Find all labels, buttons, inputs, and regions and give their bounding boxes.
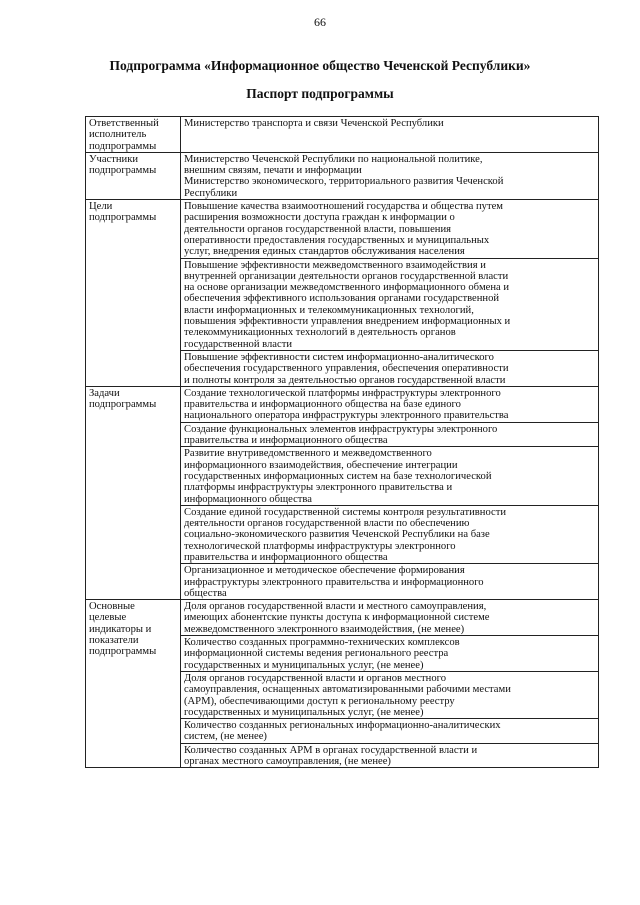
row-value-line: инфраструктуры электронного правительства и информационного <box>184 576 484 588</box>
row-value-line: Министерство экономического, территориального развития Чеченской <box>184 176 504 188</box>
row-value-line: власти информационных и телекоммуникационных технологий, <box>184 304 474 316</box>
row-label-line: целевые <box>89 612 127 624</box>
row-value-line: деятельности органов государственной власти по обеспечению <box>184 518 470 530</box>
row-value-cell <box>181 743 599 768</box>
row-label-line: Основные <box>89 601 135 613</box>
row-value-line: услуг, внедрения единых стандартов обслуживания населения <box>184 246 465 258</box>
row-label-line: исполнитель <box>89 129 147 141</box>
row-value-cell <box>181 117 599 153</box>
row-label-line: Ответственный <box>89 118 159 129</box>
row-value-cell <box>181 152 599 199</box>
row-value-cell <box>181 258 599 350</box>
row-label-line: подпрограммы <box>89 399 157 411</box>
row-value-cell <box>181 564 599 600</box>
row-value-line: информационного общества <box>184 493 312 505</box>
row-value-line: внешним связям, печати и информации <box>184 165 362 177</box>
row-value-line: Республики <box>184 187 238 199</box>
row-label-cell <box>86 600 181 768</box>
row-value-line: Министерство Чеченской Республики по национальной политике, <box>184 153 483 165</box>
row-label-line: показатели <box>89 635 139 647</box>
row-value-line: деятельности органов государственной власти, повышения <box>184 223 452 235</box>
row-value-line: телекоммуникационных технологий в деятельность органов <box>184 327 456 339</box>
row-value-line: государственных и муниципальных услуг, (не менее) <box>184 659 424 671</box>
row-value-line: Создание единой государственной системы контроля результативности <box>184 506 507 518</box>
row-label-line: подпрограммы <box>89 212 157 224</box>
row-value-line: обеспечения государственного управления, обеспечения оперативности <box>184 363 509 375</box>
row-value-line: государственных и муниципальных услуг, (не менее) <box>184 706 424 718</box>
row-value-line: обеспечения эффективного использования органами государственной <box>184 293 500 305</box>
table-row <box>86 117 599 153</box>
row-label-cell <box>86 200 181 387</box>
page-title: Подпрограмма «Информационное общество Чеченской Республики» <box>109 58 531 73</box>
row-value-line: оперативности предоставления государственных и муниципальных <box>184 234 490 246</box>
row-label-line: Задачи <box>89 387 120 399</box>
row-value-line: на основе организации межведомственного информационного обмена и <box>184 282 510 294</box>
row-value-line: повышения эффективности управления внедрением информационных и <box>184 316 511 328</box>
row-value-line: правительства и информационного общества <box>184 435 388 447</box>
row-value-line: Количество созданных региональных информационно-аналитических <box>184 720 501 732</box>
row-value-cell <box>181 719 599 744</box>
row-value-cell <box>181 422 599 447</box>
row-label-line: Участники <box>89 153 139 165</box>
table-row <box>86 386 599 422</box>
row-value-cell <box>181 505 599 563</box>
row-value-line: государственной власти <box>184 338 293 350</box>
row-value-cell <box>181 386 599 422</box>
row-value-line: и полноты контроля за деятельностью органов государственной власти <box>184 374 506 386</box>
row-value-line: Количество созданных АРМ в органах государственной власти и <box>184 744 478 756</box>
row-label-line: Цели <box>89 201 113 213</box>
page-subtitle: Паспорт подпрограммы <box>246 86 394 101</box>
row-value-line: платформы инфраструктуры электронного правительства и <box>184 482 453 494</box>
row-value-line: государственных информационных систем на базе технологической <box>184 470 492 482</box>
row-value-line: информационного взаимодействия, обеспечение интеграции <box>184 459 458 471</box>
row-value-line: систем, (не менее) <box>184 731 267 743</box>
row-value-cell <box>181 671 599 718</box>
page-number: 66 <box>314 15 326 29</box>
row-value-line: самоуправления, оснащенных автоматизированными рабочими местами <box>184 684 511 696</box>
row-label-cell <box>86 152 181 199</box>
row-value-line: Создание технологической платформы инфраструктуры электронного <box>184 387 501 399</box>
row-label-line: подпрограммы <box>89 646 157 658</box>
row-label-cell <box>86 386 181 599</box>
row-value-line: Количество созданных программно-технических комплексов <box>184 637 460 649</box>
row-value-line: информационной системы ведения регионального реестра <box>184 648 449 660</box>
row-value-line: Развитие внутриведомственного и межведомственного <box>184 448 432 460</box>
row-label-cell <box>86 117 181 153</box>
row-value-line: Повышение качества взаимоотношений государства и общества путем <box>184 201 503 213</box>
row-value-cell <box>181 350 599 386</box>
passport-table <box>85 116 599 768</box>
row-value-line: социально-экономического развития Чеченской Республики на базе <box>184 529 490 541</box>
row-value-cell <box>181 200 599 258</box>
row-value-line: Создание функциональных элементов инфраструктуры электронного <box>184 423 498 435</box>
row-value-line: Министерство транспорта и связи Чеченской Республики <box>184 118 444 129</box>
row-value-line: Организационное и методическое обеспечение формирования <box>184 565 465 577</box>
row-value-line: внутренней организации деятельности органов государственной власти <box>184 270 509 282</box>
row-label-line: индикаторы и <box>89 623 152 635</box>
table-row <box>86 152 599 199</box>
row-value-cell <box>181 636 599 672</box>
row-value-line: Повышение эффективности систем информационно-аналитического <box>184 351 494 363</box>
row-value-cell <box>181 600 599 636</box>
row-label-line: подпрограммы <box>89 165 157 177</box>
row-value-line: расширения возможности доступа граждан к информации о <box>184 212 455 224</box>
row-value-line: (АРМ), обеспечивающими доступ к региональному реестру <box>184 695 455 707</box>
row-value-cell <box>181 447 599 505</box>
row-value-line: Доля органов государственной власти и органов местного <box>184 672 447 684</box>
row-value-line: межведомственного электронного взаимодействия, (не менее) <box>184 623 465 635</box>
row-value-line: технологической платформы инфраструктуры электронного <box>184 540 456 552</box>
row-value-line: общества <box>184 587 227 599</box>
row-value-line: правительства и информационного общества <box>184 551 388 563</box>
row-value-line: Доля органов государственной власти и местного самоуправления, <box>184 601 487 613</box>
row-label-line: подпрограммы <box>89 140 157 152</box>
table-row <box>86 200 599 258</box>
row-value-line: органах местного самоуправления, (не менее) <box>184 756 391 768</box>
row-value-line: Повышение эффективности межведомственного взаимодействия и <box>184 259 486 271</box>
table-row <box>86 600 599 636</box>
row-value-line: национального оператора инфраструктуры электронного правительства <box>184 410 509 422</box>
row-value-line: имеющих абонентские пункты доступа к информационной системе <box>184 612 490 624</box>
row-value-line: правительства и информационного общества на базе единого <box>184 399 461 411</box>
